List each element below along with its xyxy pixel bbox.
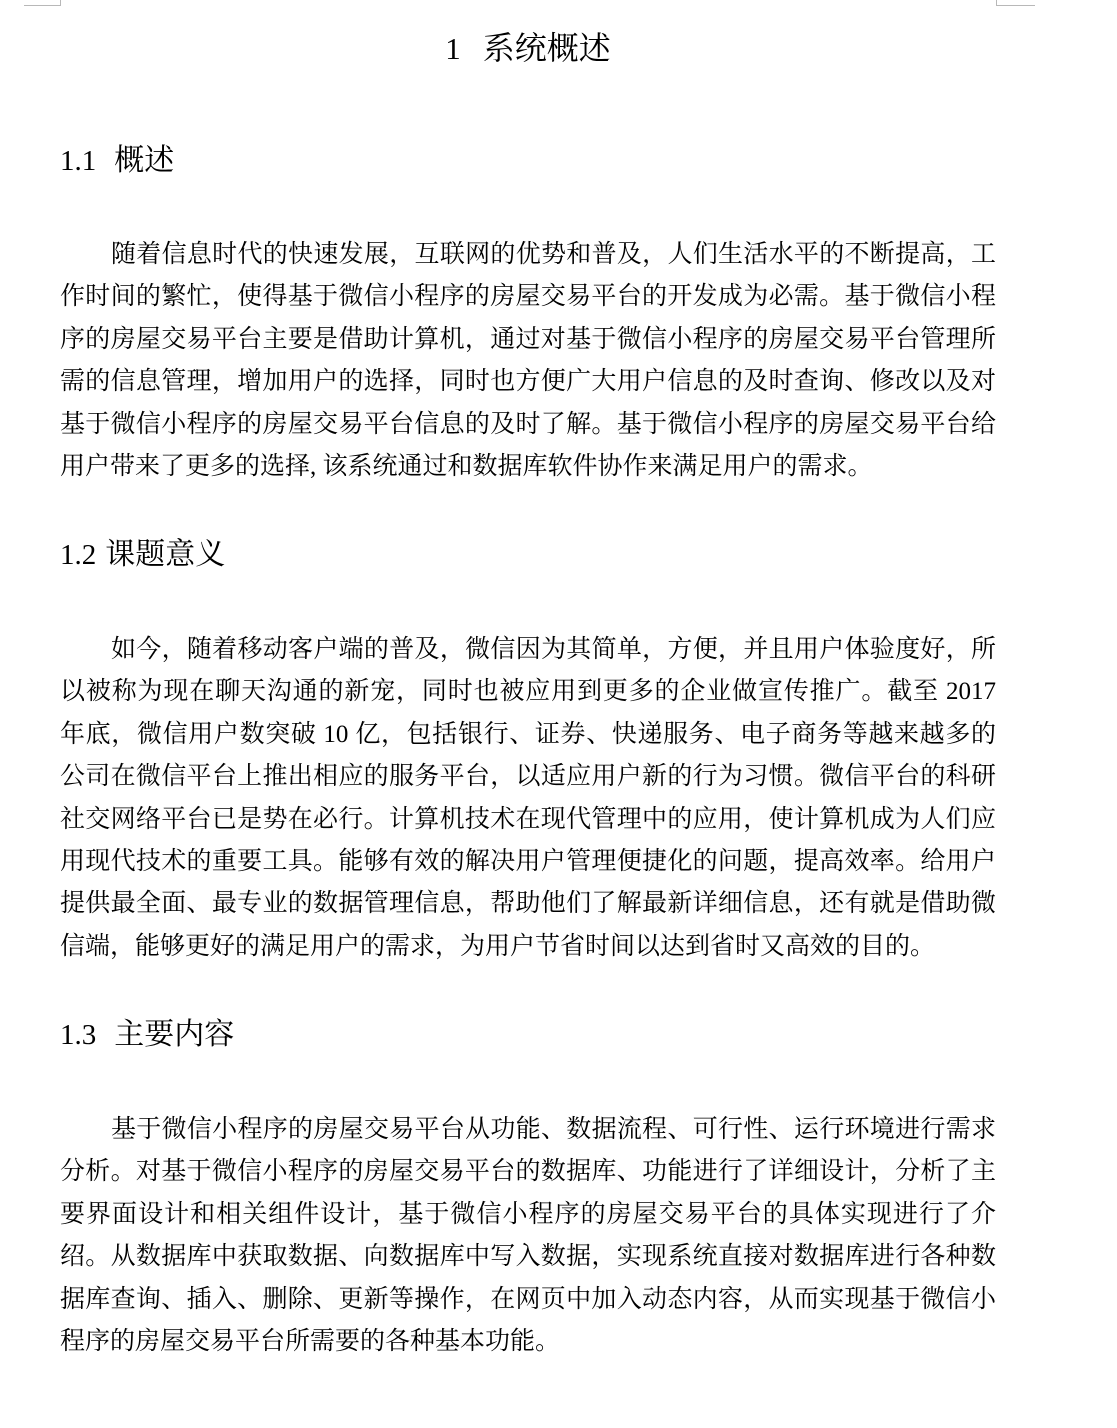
paragraph-significance [60,629,996,968]
paragraph-line: 公司在微信平台上推出相应的服务平台，以适应用户新的行为习惯。微信平台的科研 [60,763,996,791]
section-heading-main-content [60,1013,234,1057]
section-heading-text: 课题意义 [105,537,226,572]
paragraph-line: 需的信息管理，增加用户的选择，同时也方便广大用户信息的及时查询、修改以及对 [60,368,996,396]
paragraph-line: 要界面设计和相关组件设计，基于微信小程序的房屋交易平台的具体实现进行了介 [60,1200,996,1228]
paragraph-line: 以被称为现在聊天沟通的新宠，同时也被应用到更多的企业做宣传推广。截至 2017 [60,678,996,706]
paragraph-line: 基于微信小程序的房屋交易平台从功能、数据流程、可行性、运行环境进行需求 [111,1116,996,1143]
paragraph-line: 用现代技术的重要工具。能够有效的解决用户管理便捷化的问题，提高效率。给用户 [60,847,996,875]
section-number: 1.3 [60,1019,97,1051]
paragraph-line: 社交网络平台已是势在必行。计算机技术在现代管理中的应用，使计算机成为人们应 [60,805,996,833]
section-heading-overview [60,139,174,183]
paragraph-line: 提供最全面、最专业的数据管理信息，帮助他们了解最新详细信息，还有就是借助微 [60,890,996,918]
paragraph-line: 用户带来了更多的选择, 该系统通过和数据库软件协作来满足用户的需求。 [60,452,873,480]
paragraph-line: 分析。对基于微信小程序的房屋交易平台的数据库、功能进行了详细设计，分析了主 [60,1158,996,1186]
paragraph-line: 基于微信小程序的房屋交易平台信息的及时了解。基于微信小程序的房屋交易平台给 [60,410,996,438]
section-number: 1.2 [60,539,97,571]
paragraph-line: 作时间的繁忙，使得基于微信小程序的房屋交易平台的开发成为必需。基于微信小程 [60,283,996,311]
paragraph-overview [60,234,996,488]
paragraph-line: 随着信息时代的快速发展，互联网的优势和普及，人们生活水平的不断提高，工 [111,241,996,268]
paragraph-line: 如今，随着移动客户端的普及，微信因为其简单，方便，并且用户体验度好，所 [111,636,996,663]
section-heading-text: 概述 [114,143,175,178]
paragraph-line: 年底，微信用户数突破 10 亿，包括银行、证券、快递服务、电子商务等越来越多的 [60,720,996,748]
section-heading-text: 主要内容 [114,1017,235,1052]
chapter-title [60,24,996,72]
section-heading-significance [60,533,225,577]
crop-mark-top-right [996,0,1035,6]
paragraph-line: 信端，能够更好的满足用户的需求，为用户节省时间以达到省时又高效的目的。 [60,932,936,960]
chapter-title-text: 系统概述 [482,29,611,67]
paragraph-line: 序的房屋交易平台主要是借助计算机，通过对基于微信小程序的房屋交易平台管理所 [60,325,996,353]
paragraph-line: 程序的房屋交易平台所需要的各种基本功能。 [60,1327,561,1355]
chapter-number: 1 [445,31,461,66]
paragraph-line: 绍。从数据库中获取数据、向数据库中写入数据，实现系统直接对数据库进行各种数 [60,1243,996,1271]
section-number: 1.1 [60,145,97,177]
paragraph-main-content [60,1109,996,1363]
crop-mark-top-left [24,0,61,6]
paragraph-line: 据库查询、插入、删除、更新等操作，在网页中加入动态内容，从而实现基于微信小 [60,1285,996,1313]
